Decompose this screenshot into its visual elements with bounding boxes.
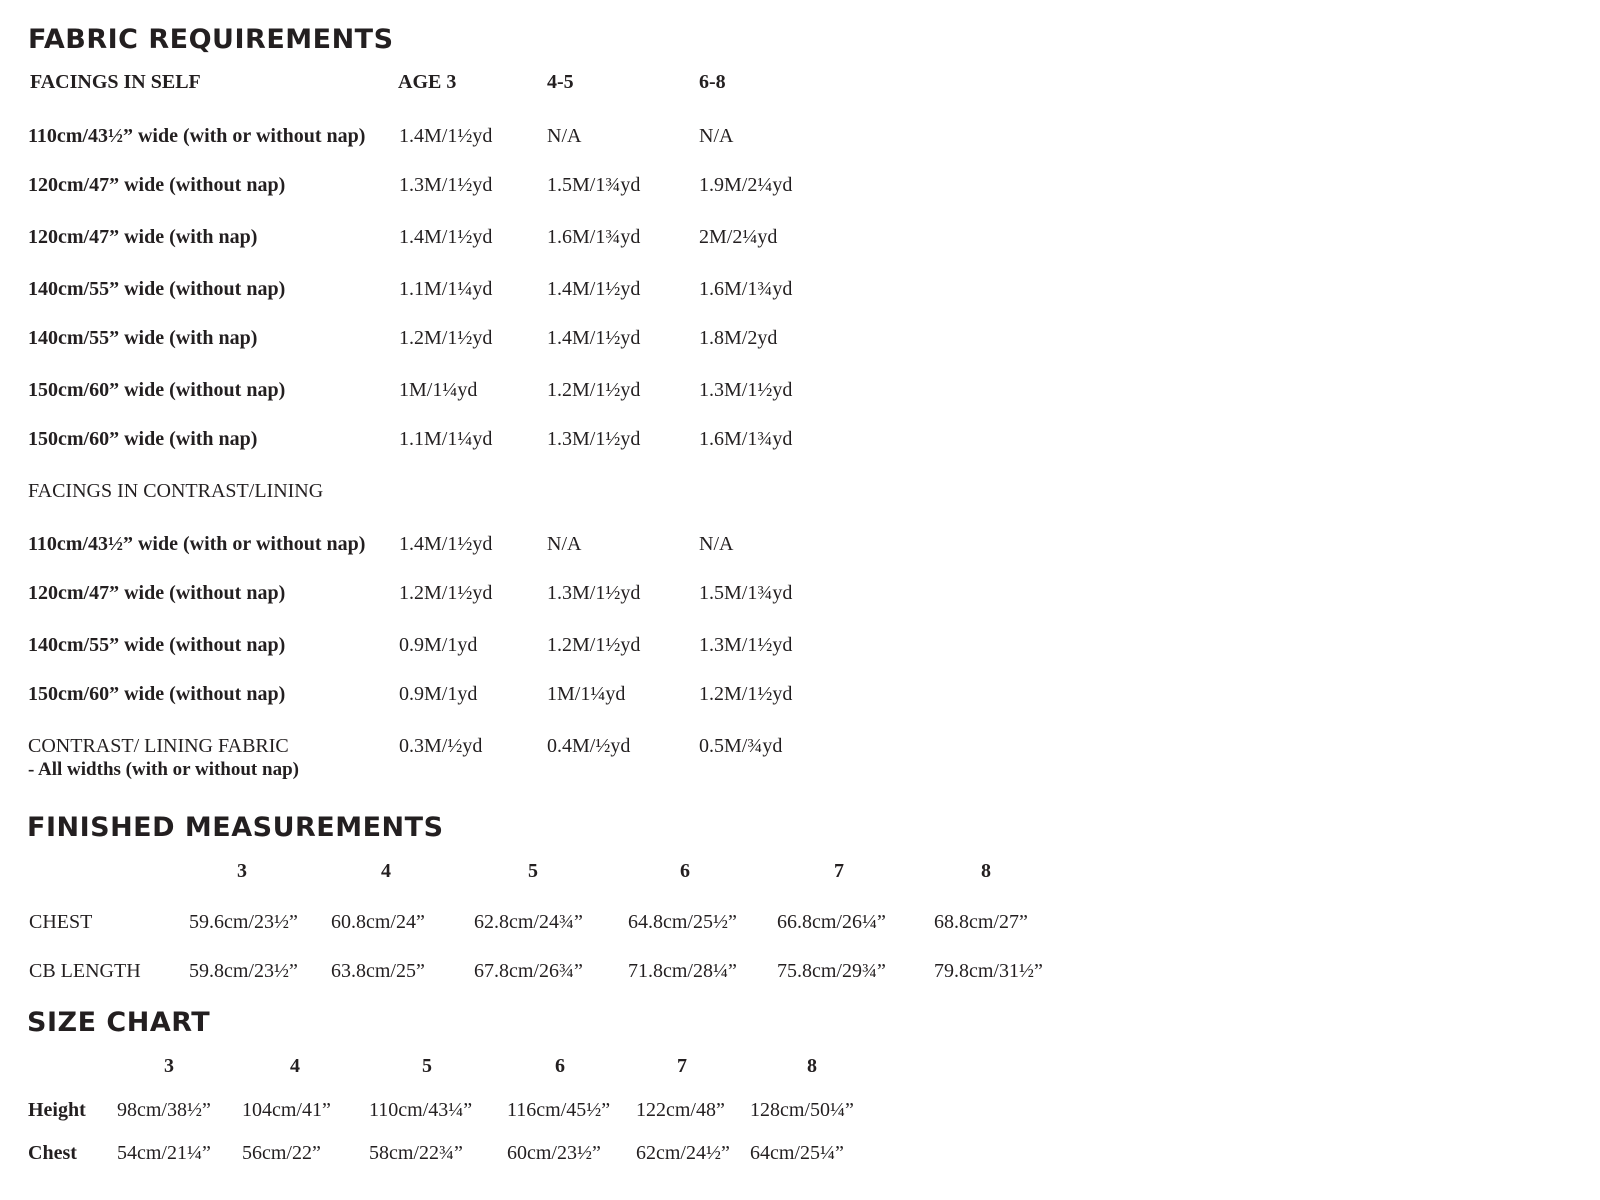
cell-age3: 0.3M/½yd xyxy=(399,735,483,757)
cell-age3: 1.1M/1¼yd xyxy=(399,278,493,300)
finished-measurements-title: FINISHED MEASUREMENTS xyxy=(27,812,444,843)
size-header: 7 xyxy=(834,860,844,882)
cell-6-8: 0.5M/¾yd xyxy=(699,735,783,757)
cell-4-5: 1M/1¼yd xyxy=(547,683,626,705)
size-header: 7 xyxy=(677,1055,687,1077)
size-header: 8 xyxy=(807,1055,817,1077)
row-label: Height xyxy=(28,1099,86,1121)
cell-4-5: 1.4M/1½yd xyxy=(547,327,641,349)
size-header: 5 xyxy=(422,1055,432,1077)
cell-6-8: 1.6M/1¾yd xyxy=(699,278,793,300)
row-label: CHEST xyxy=(29,911,93,933)
cell: 62cm/24½” xyxy=(636,1142,730,1164)
size-chart-title: SIZE CHART xyxy=(27,1007,211,1038)
row-label: 110cm/43½” wide (with or without nap) xyxy=(28,533,366,555)
cell: 64.8cm/25½” xyxy=(628,911,737,933)
cell: 75.8cm/29¾” xyxy=(777,960,886,982)
cell-6-8: 1.5M/1¾yd xyxy=(699,582,793,604)
row-sublabel: - All widths (with or without nap) xyxy=(28,759,299,780)
cell: 66.8cm/26¼” xyxy=(777,911,886,933)
col-header-6-8: 6-8 xyxy=(699,71,726,93)
row-label: 120cm/47” wide (with nap) xyxy=(28,226,258,248)
cell-6-8: 1.6M/1¾yd xyxy=(699,428,793,450)
cell: 60.8cm/24” xyxy=(331,911,425,933)
row-label: 150cm/60” wide (with nap) xyxy=(28,428,258,450)
size-header: 4 xyxy=(290,1055,300,1077)
cell-age3: 1.4M/1½yd xyxy=(399,533,493,555)
cell: 128cm/50¼” xyxy=(750,1099,854,1121)
col-header-4-5: 4-5 xyxy=(547,71,574,93)
cell-age3: 1.3M/1½yd xyxy=(399,174,493,196)
cell: 122cm/48” xyxy=(636,1099,725,1121)
cell-6-8: 1.3M/1½yd xyxy=(699,379,793,401)
cell-6-8: 1.8M/2yd xyxy=(699,327,778,349)
cell-4-5: 1.3M/1½yd xyxy=(547,582,641,604)
cell: 71.8cm/28¼” xyxy=(628,960,737,982)
cell-4-5: 1.6M/1¾yd xyxy=(547,226,641,248)
cell-age3: 1M/1¼yd xyxy=(399,379,478,401)
self-header-label: FACINGS IN SELF xyxy=(30,71,201,93)
cell: 56cm/22” xyxy=(242,1142,321,1164)
cell-age3: 1.4M/1½yd xyxy=(399,125,493,147)
cell: 62.8cm/24¾” xyxy=(474,911,583,933)
row-label: CONTRAST/ LINING FABRIC xyxy=(28,735,289,757)
size-header: 3 xyxy=(237,860,247,882)
cell-age3: 1.2M/1½yd xyxy=(399,327,493,349)
cell: 68.8cm/27” xyxy=(934,911,1028,933)
row-label: 120cm/47” wide (without nap) xyxy=(28,582,286,604)
row-label: 150cm/60” wide (without nap) xyxy=(28,683,286,705)
fabric-requirements-title: FABRIC REQUIREMENTS xyxy=(28,24,394,55)
cell-age3: 0.9M/1yd xyxy=(399,634,478,656)
cell-4-5: 1.2M/1½yd xyxy=(547,379,641,401)
cell-6-8: 1.3M/1½yd xyxy=(699,634,793,656)
cell-4-5: N/A xyxy=(547,533,582,555)
size-header: 6 xyxy=(555,1055,565,1077)
cell-6-8: N/A xyxy=(699,533,734,555)
cell: 98cm/38½” xyxy=(117,1099,211,1121)
cell: 59.6cm/23½” xyxy=(189,911,298,933)
cell-age3: 1.2M/1½yd xyxy=(399,582,493,604)
cell-6-8: 1.9M/2¼yd xyxy=(699,174,793,196)
cell-6-8: N/A xyxy=(699,125,734,147)
row-label: 140cm/55” wide (without nap) xyxy=(28,634,286,656)
contrast-header-label: FACINGS IN CONTRAST/LINING xyxy=(28,480,324,502)
row-label: CB LENGTH xyxy=(29,960,141,982)
cell: 67.8cm/26¾” xyxy=(474,960,583,982)
cell-4-5: 1.3M/1½yd xyxy=(547,428,641,450)
cell-4-5: 1.5M/1¾yd xyxy=(547,174,641,196)
row-label: 150cm/60” wide (without nap) xyxy=(28,379,286,401)
cell: 58cm/22¾” xyxy=(369,1142,463,1164)
cell-age3: 1.1M/1¼yd xyxy=(399,428,493,450)
cell-6-8: 2M/2¼yd xyxy=(699,226,778,248)
col-header-age3: AGE 3 xyxy=(398,71,457,93)
size-header: 8 xyxy=(981,860,991,882)
cell: 116cm/45½” xyxy=(507,1099,611,1121)
size-header: 3 xyxy=(164,1055,174,1077)
size-header: 4 xyxy=(381,860,391,882)
row-label: 140cm/55” wide (with nap) xyxy=(28,327,258,349)
cell-6-8: 1.2M/1½yd xyxy=(699,683,793,705)
cell: 79.8cm/31½” xyxy=(934,960,1043,982)
cell: 59.8cm/23½” xyxy=(189,960,298,982)
row-label: 110cm/43½” wide (with or without nap) xyxy=(28,125,366,147)
cell: 64cm/25¼” xyxy=(750,1142,844,1164)
cell-age3: 1.4M/1½yd xyxy=(399,226,493,248)
cell-4-5: 0.4M/½yd xyxy=(547,735,631,757)
size-header: 6 xyxy=(680,860,690,882)
row-label: 120cm/47” wide (without nap) xyxy=(28,174,286,196)
size-header: 5 xyxy=(528,860,538,882)
cell: 60cm/23½” xyxy=(507,1142,601,1164)
cell: 110cm/43¼” xyxy=(369,1099,473,1121)
cell-4-5: 1.4M/1½yd xyxy=(547,278,641,300)
cell: 104cm/41” xyxy=(242,1099,331,1121)
row-label: Chest xyxy=(28,1142,77,1164)
cell: 63.8cm/25” xyxy=(331,960,425,982)
cell: 54cm/21¼” xyxy=(117,1142,211,1164)
row-label: 140cm/55” wide (without nap) xyxy=(28,278,286,300)
cell-4-5: N/A xyxy=(547,125,582,147)
cell-age3: 0.9M/1yd xyxy=(399,683,478,705)
cell-4-5: 1.2M/1½yd xyxy=(547,634,641,656)
